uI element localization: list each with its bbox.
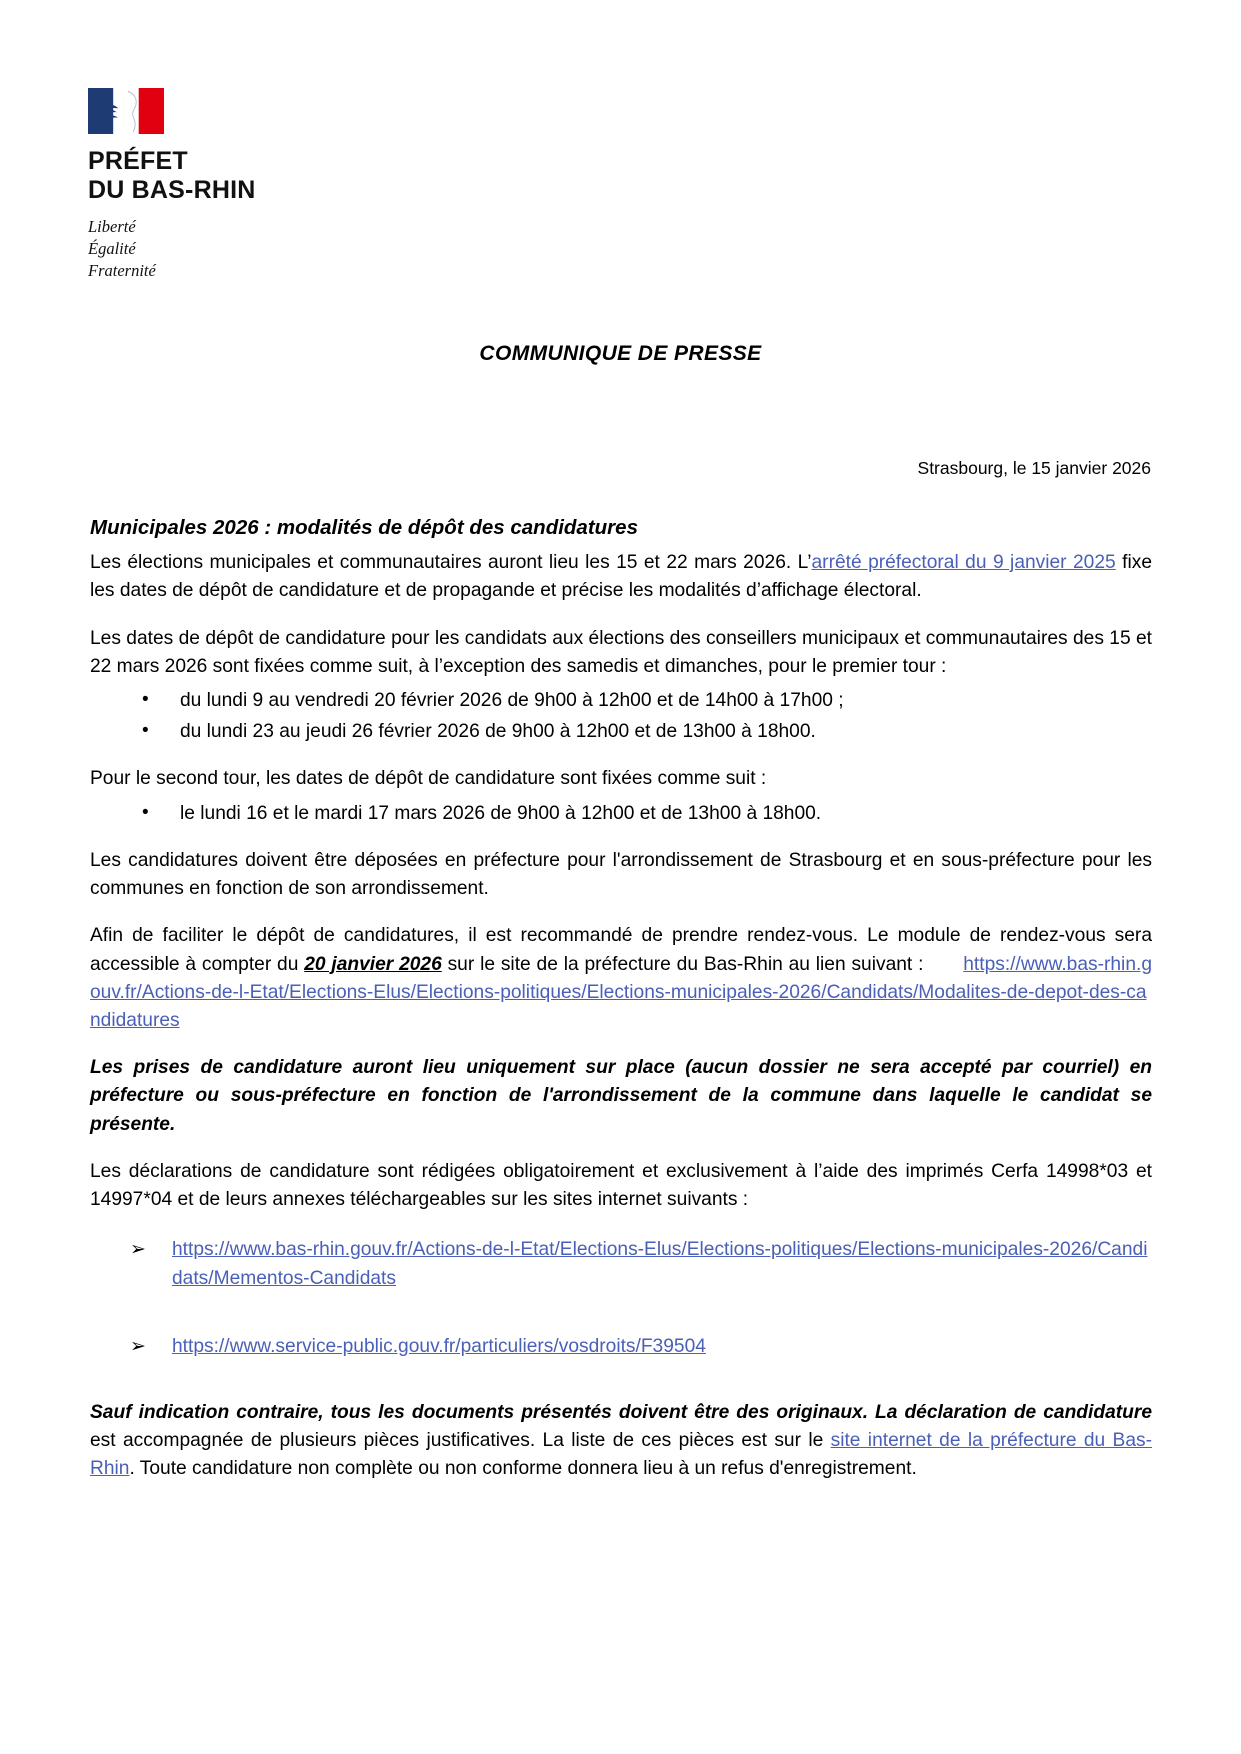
second-round-lead: Pour le second tour, les dates de dépôt de candidature sont fixées comme suit : [90,768,767,790]
intro-paragraph [90,549,1152,605]
forms-paragraph: Les déclarations de candidature sont rédigées obligatoirement et exclusivement à l’aide des imprimés Cerfa 14998*03 et 14997*04 et de leurs annexes téléchargeables sur les sites internet suivants : [90,1160,1152,1211]
intro-text-part2: fixe les dates de dépôt de candidature et de propagande et précise les modalités d’affichage électoral. [90,552,1152,602]
originals-paragraph [90,1399,1152,1484]
document-body [90,513,1152,1503]
republic-logo-block [88,88,348,282]
institution-name [88,147,348,205]
first-round-item-1: du lundi 9 au vendredi 20 février 2026 de 9h00 à 12h00 et de 14h00 à 17h00 ; [180,690,844,711]
appointment-text-part2: sur le site de la préfecture du Bas-Rhin au lien suivant : [441,953,930,975]
second-round-list [90,800,1152,828]
first-round-list [90,687,1152,746]
republic-motto [88,216,348,282]
list-item [130,1333,1152,1361]
appointment-text-part1: Afin de faciliter le dépôt de candidatures, il est recommandé de prendre rendez-vous. Le module de rendez-vous sera accessible à compter du [90,925,1152,975]
bullet-glyph-icon: • [142,801,149,823]
prefecture-site-link[interactable]: site internet de la préfecture du Bas-Rhin [90,1430,1152,1480]
appointment-paragraph [90,922,1152,1035]
bullet-glyph-icon: • [142,720,149,742]
page-title: Municipales 2026 : modalités de dépôt des candidatures [90,516,638,539]
institution-name-line1: PRÉFET [88,147,188,175]
press-release-banner: COMMUNIQUE DE PRESSE [479,342,762,365]
list-item [142,718,1152,746]
originals-text-part1: est accompagnée de plusieurs pièces justificatives. La liste de ces pièces est sur le [90,1430,831,1452]
arrow-bullet-icon: ➢ [130,1335,146,1357]
service-public-link[interactable]: https://www.service-public.gouv.fr/particuliers/vosdroits/F39504 [172,1335,706,1357]
arrete-prefectoral-link[interactable]: arrêté préfectoral du 9 janvier 2025 [811,552,1116,574]
list-item [142,687,1152,715]
french-flag-marianne-icon [88,88,164,134]
first-round-lead: Les dates de dépôt de candidature pour les candidats aux élections des conseillers municipaux et communautaires des 15 et 22 mars 2026 sont fixées comme suit, à l’exception des samedis et dimanches, pour le premier tour : [90,627,1152,677]
motto-egalite: Égalité [88,238,136,258]
on-site-notice-paragraph: Les prises de candidature auront lieu uniquement sur place (aucun dossier ne sera accepté par courriel) en préfecture ou sous-préfecture en fonction de l'arrondissement de la commune dans laquelle le candidat se présente. [90,1057,1152,1135]
originals-text-part2: . Toute candidature non complète ou non conforme donnera lieu à un refus d'enregistrement. [129,1458,917,1480]
forms-links-list [90,1236,1152,1361]
appointment-start-date: 20 janvier 2026 [304,953,442,975]
motto-fraternite: Fraternité [88,260,156,280]
originals-emphasis: Sauf indication contraire, tous les documents présentés doivent être des originaux. La déclaration de candidature [90,1401,1152,1423]
appointment-url-link[interactable]: https://www.bas-rhin.gouv.fr/Actions-de-l-Etat/Elections-Elus/Elections-politiques/Elections-municipales-2026/Candidats/Modalites-de-depot-des-candidatures [90,953,1152,1031]
second-round-item-1: le lundi 16 et le mardi 17 mars 2026 de 9h00 à 12h00 et de 13h00 à 18h00. [180,802,822,824]
first-round-item-2: du lundi 23 au jeudi 26 février 2026 de 9h00 à 12h00 et de 13h00 à 18h00. [180,721,816,743]
list-item [142,800,1152,828]
intro-text-part1: Les élections municipales et communautaires auront lieu les 15 et 22 mars 2026. L’ [90,552,812,574]
list-item [130,1236,1152,1292]
dateline: Strasbourg, le 15 janvier 2026 [917,458,1151,478]
institution-name-line2: DU BAS-RHIN [88,176,256,204]
motto-liberte: Liberté [88,217,136,236]
mementos-candidats-link[interactable]: https://www.bas-rhin.gouv.fr/Actions-de-l-Etat/Elections-Elus/Elections-politiques/Elections-municipales-2026/Candidats/Mementos-Candidats [172,1239,1148,1289]
arrow-bullet-icon: ➢ [130,1239,146,1261]
bullet-glyph-icon: • [142,689,149,710]
deposit-location-paragraph: Les candidatures doivent être déposées en préfecture pour l'arrondissement de Strasbourg et en sous-préfecture pour les communes en fonction de son arrondissement. [90,849,1152,900]
